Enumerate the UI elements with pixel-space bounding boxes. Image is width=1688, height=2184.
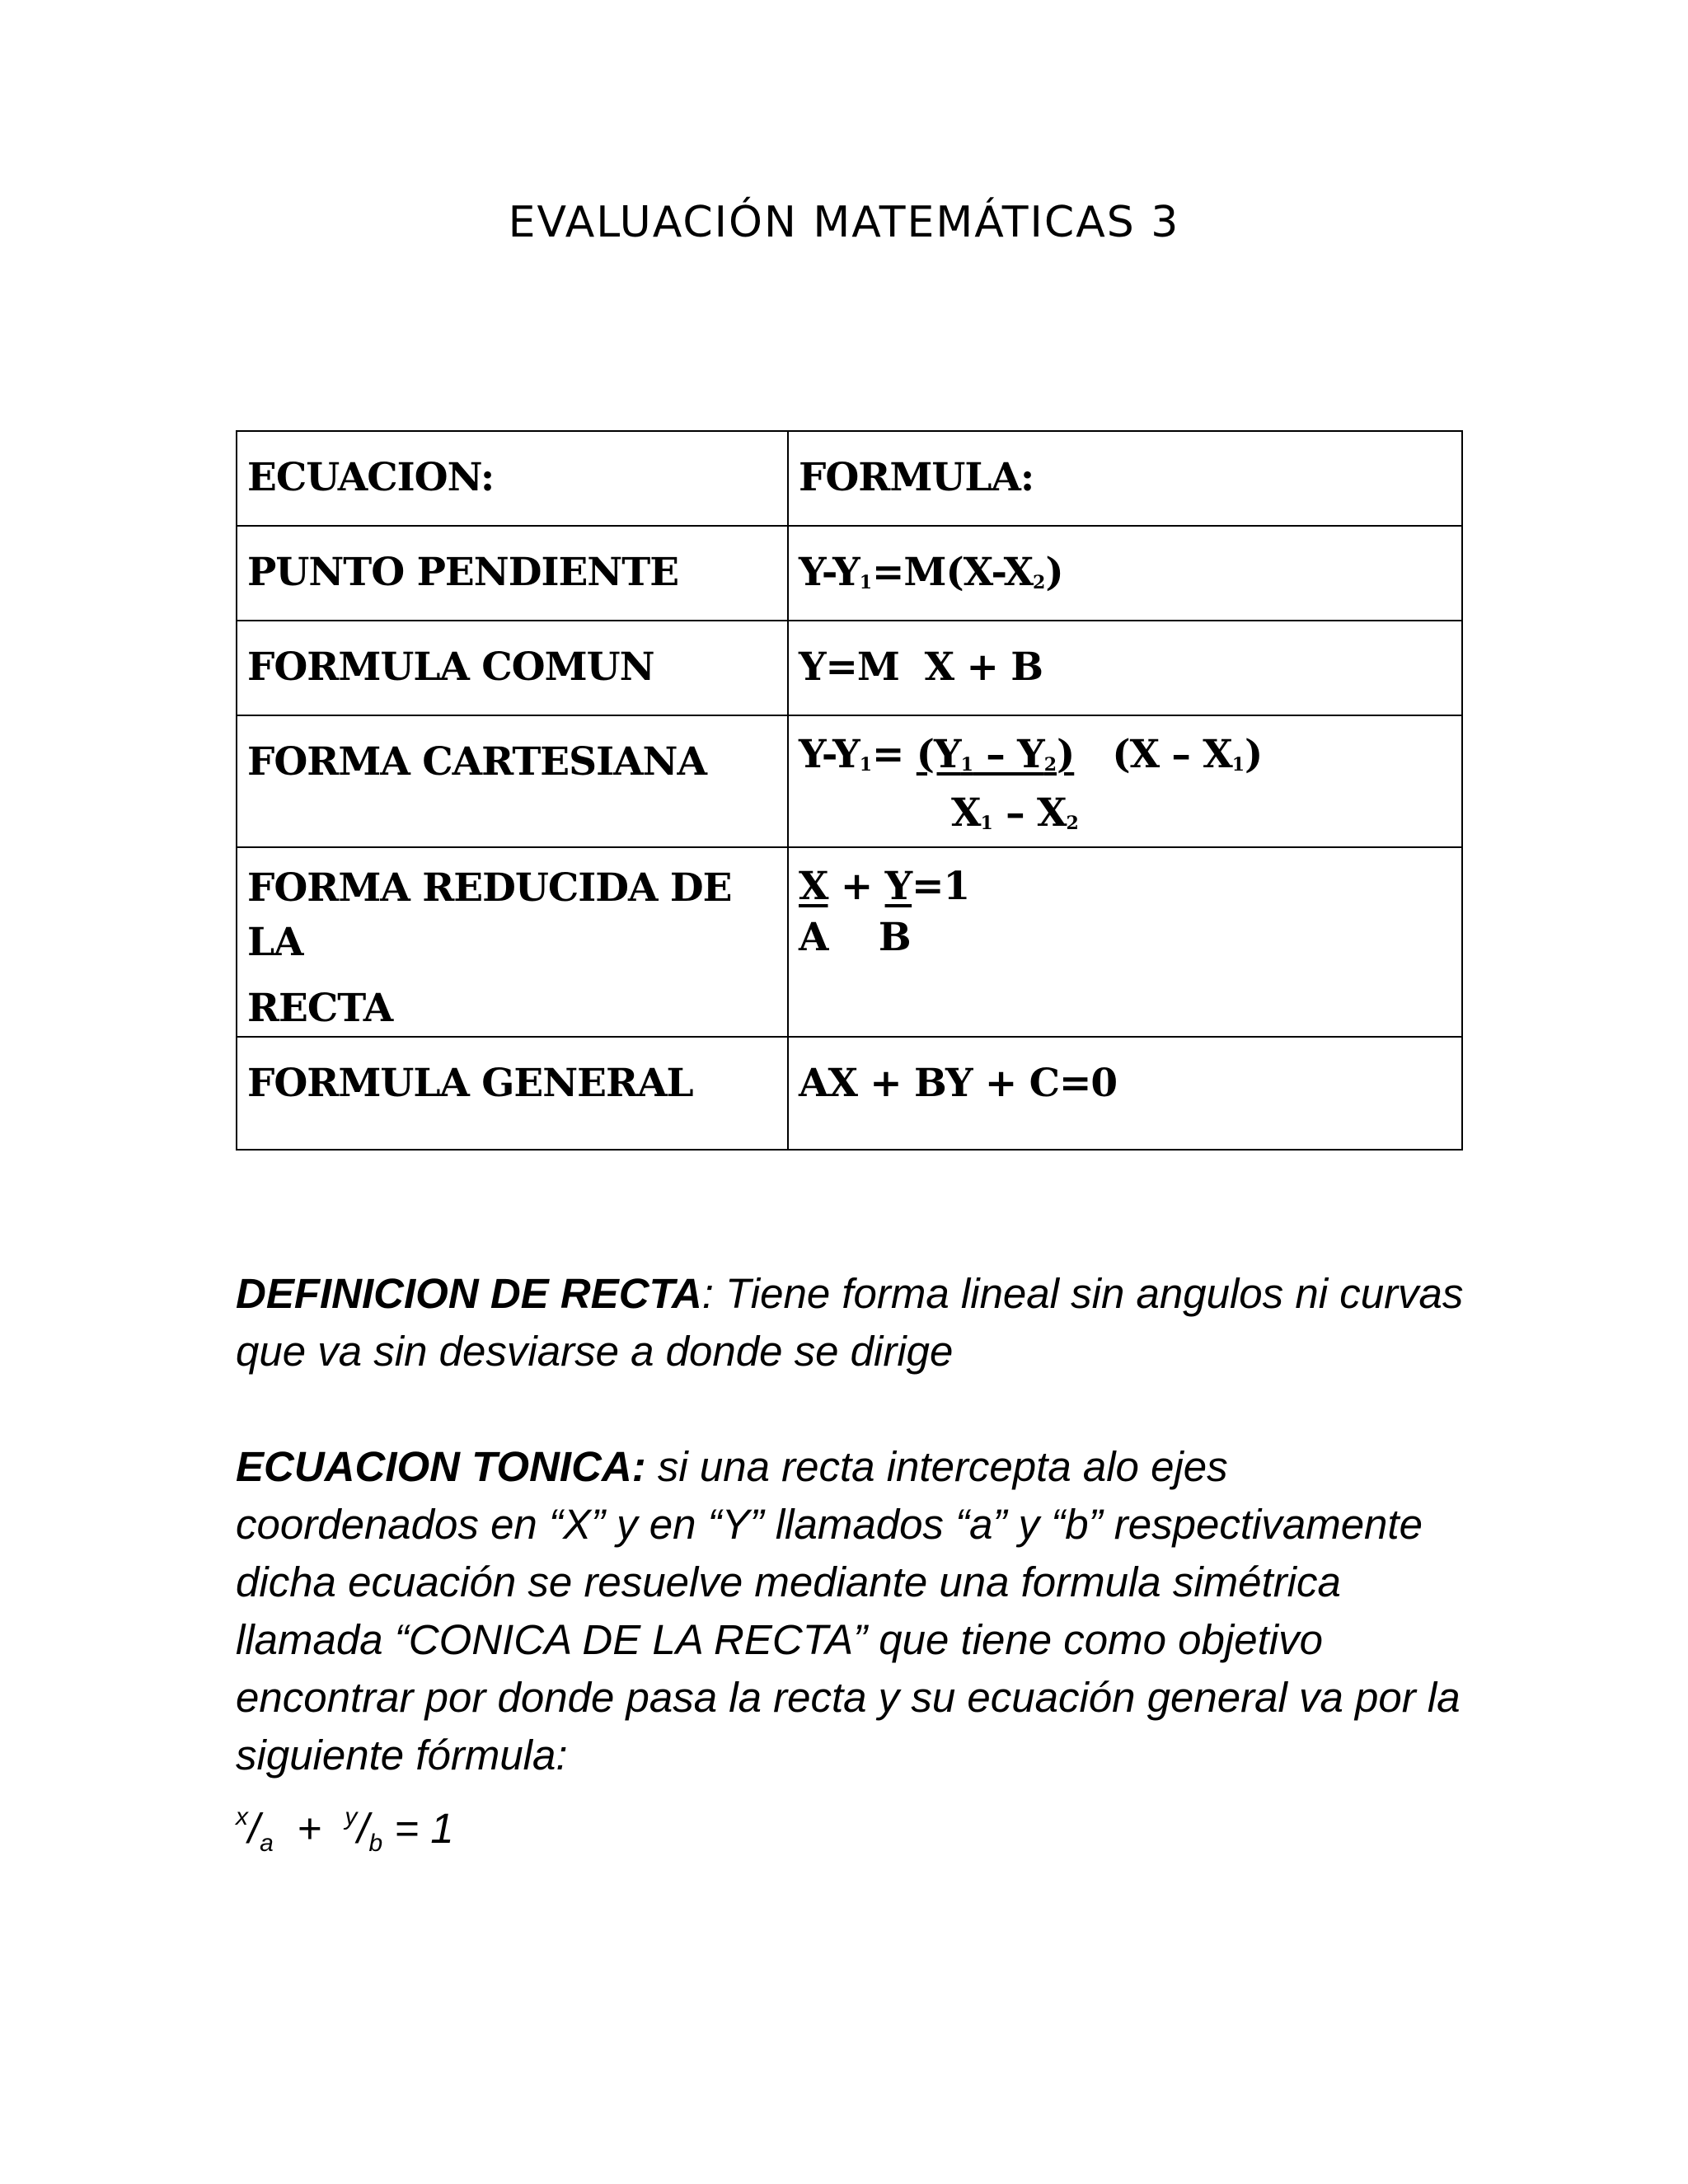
table-row (237, 847, 1462, 1037)
formula-part: X (951, 790, 981, 836)
fraction-numerator (917, 732, 1074, 777)
formula-part: – Y (973, 732, 1044, 777)
ecuacion-line: RECTA (247, 986, 393, 1031)
definicion-term: DEFINICION DE RECTA (236, 1270, 702, 1317)
cartesiana-numerator-line (799, 729, 1451, 790)
ecuacion-formula-comun: FORMULA COMUN (237, 621, 788, 715)
ecuacion-punto-pendiente: PUNTO PENDIENTE (237, 526, 788, 621)
subscript: 2 (1033, 572, 1046, 593)
formula-formula-comun (788, 621, 1462, 715)
formula-forma-cartesiana (788, 715, 1462, 847)
ecuacion-line: FORMA REDUCIDA DE LA (247, 865, 732, 965)
fraction-denominator (799, 790, 1451, 846)
subscript: 1 (960, 754, 973, 776)
table-row (237, 715, 1462, 847)
ecuacion-forma-cartesiana: FORMA CARTESIANA (237, 715, 788, 847)
subscript: 1 (980, 813, 993, 834)
header-ecuacion: ECUACION: (237, 431, 788, 526)
formula-part: ) (1057, 732, 1075, 777)
tonica-text: si una recta intercepta alo ejes coordenados en “X” y en “Y” llamados “a” y “b” respectivamente dicha ecuación se resuelve mediante una formula simétrica llamada “CONICA DE LA RECTA” que tiene como objetivo encontrar por donde pasa la recta y su ecuación general va por la siguiente fórmula: (236, 1443, 1461, 1779)
formula-formula-general (788, 1037, 1462, 1150)
tonica-term: ECUACION TONICA: (236, 1443, 646, 1490)
formula-forma-reducida (788, 847, 1462, 1037)
subscript: 2 (1043, 754, 1057, 776)
formula-text: AX + BY + C=0 (799, 1061, 1118, 1106)
reducida-line-2: A B (799, 915, 911, 960)
formula-part: ) (1045, 550, 1063, 595)
ecuacion-forma-reducida (237, 847, 788, 1037)
table-row (237, 526, 1462, 621)
table-header-row (237, 431, 1462, 526)
formula-part: (Y (916, 732, 961, 777)
formula-part: =M(X-X (872, 550, 1034, 595)
header-formula: FORMULA: (788, 431, 1462, 526)
formula-part: (X – X (1074, 732, 1232, 777)
formula-part: ) (1245, 732, 1263, 777)
formula-x: X (799, 864, 828, 909)
formula-equals: = 1 (382, 1805, 454, 1852)
formula-part: Y-Y (799, 732, 860, 777)
subscript: 1 (859, 754, 873, 776)
table-row (237, 1037, 1462, 1150)
table-row (237, 621, 1462, 715)
reducida-line-1 (799, 861, 1451, 912)
formula-part: + (828, 864, 885, 909)
conica-formula (236, 1788, 454, 1872)
formula-b-sub: b (368, 1830, 383, 1857)
formula-table (236, 430, 1463, 1151)
subscript: 2 (1066, 813, 1079, 834)
formula-part: = (872, 732, 917, 777)
definicion-text: : Tiene forma lineal sin angulos ni curvas que va sin desviarse a donde se dirige (236, 1270, 1464, 1375)
formula-part: Y-Y (799, 550, 860, 595)
formula-punto-pendiente (788, 526, 1462, 621)
formula-slash: / (248, 1805, 260, 1852)
formula-a-sub: a (260, 1830, 274, 1857)
subscript: 1 (1231, 754, 1245, 776)
formula-plus: + (273, 1805, 345, 1852)
tonica-paragraph (236, 1438, 1472, 1784)
formula-part: =1 (912, 864, 970, 909)
formula-part: – X (992, 790, 1067, 836)
formula-y: Y (884, 864, 912, 909)
formula-text: Y=M X + B (799, 644, 1043, 690)
formula-y-sup: y (345, 1803, 358, 1830)
ecuacion-formula-general: FORMULA GENERAL (237, 1037, 788, 1150)
page-title: EVALUACIÓN MATEMÁTICAS 3 (508, 198, 1180, 247)
subscript: 1 (859, 572, 873, 593)
formula-slash: / (357, 1805, 369, 1852)
formula-x-sup: x (236, 1803, 248, 1830)
definicion-paragraph (236, 1265, 1472, 1380)
